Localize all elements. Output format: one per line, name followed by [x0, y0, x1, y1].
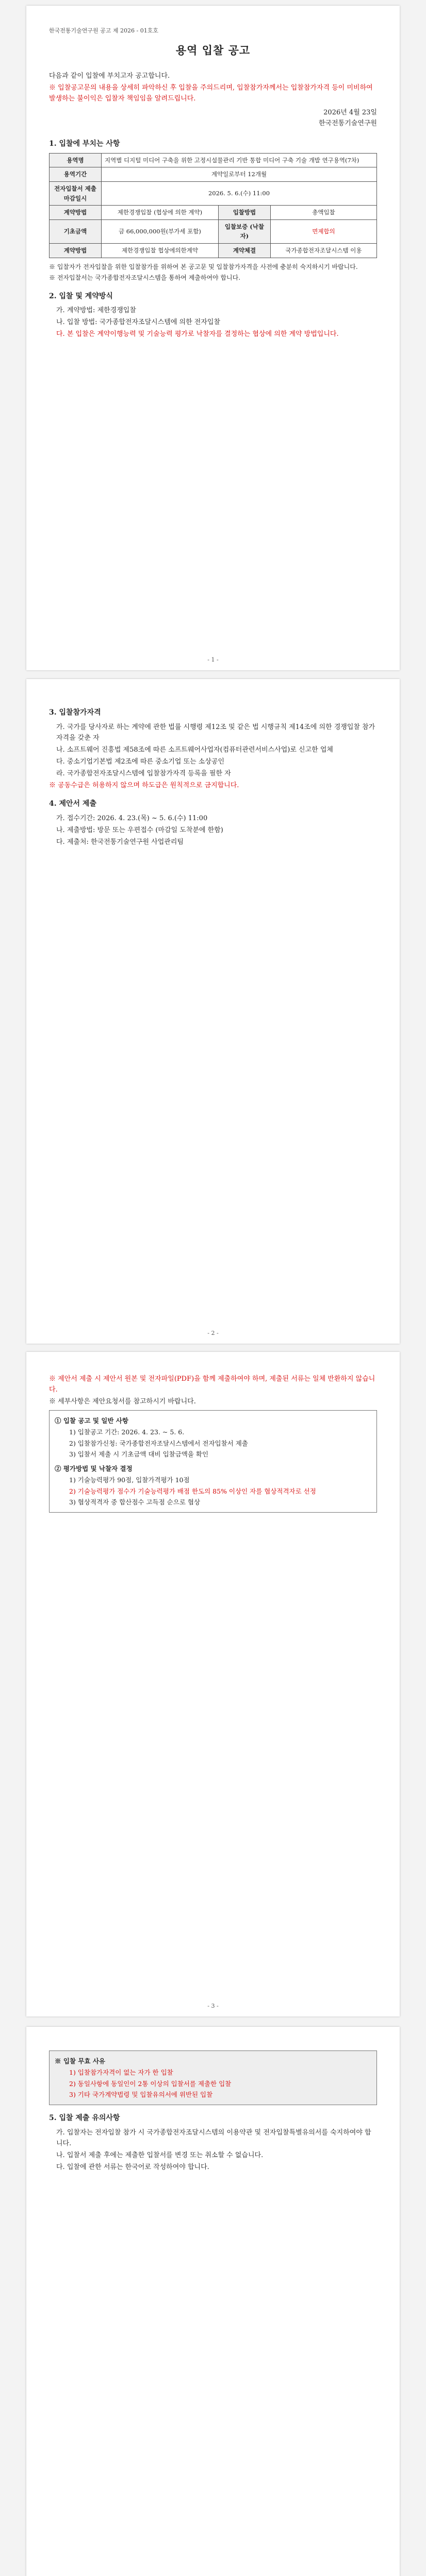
section-3-title: 3. 입찰참가자격: [49, 708, 101, 717]
table-cell: 총액입찰: [270, 206, 376, 220]
box-line: 3) 입찰서 제출 시 기초금액 대비 입찰금액을 확인: [69, 1450, 209, 1458]
section-3-warning: ※ 공동수급은 허용하지 않으며 하도급은 원칙적으로 금지합니다.: [49, 781, 239, 789]
table-header: 계약체결: [218, 244, 270, 258]
page-2-content: [49, 700, 377, 849]
box-line: 2) 기술능력평가 점수가 기술능력평가 배점 한도의 85% 이상인 자를 협상적격자로 선정: [69, 1487, 316, 1495]
box-line: 1) 입찰참가자격이 없는 자가 한 입찰: [69, 2069, 173, 2077]
page-number: - 2 -: [207, 1330, 219, 1336]
box-line: 2) 입찰참가신청: 국가종합전자조달시스템에서 전자입찰서 제출: [69, 1439, 248, 1447]
document-page-2: [26, 679, 400, 1344]
bid-info-table: [49, 153, 377, 258]
box-line: 1) 기술능력평가 90점, 입찰가격평가 10점: [69, 1476, 190, 1484]
page-3-content: [49, 1372, 377, 1516]
list-item: 다. 본 입찰은 계약이행능력 및 기술능력 평가로 낙찰자를 결정하는 협상에 의한 계약 방법입니다.: [56, 330, 339, 338]
box-title: ※ 입찰 무효 사유: [55, 2057, 106, 2065]
box-title: ① 입찰 공고 및 일반 사항: [55, 1417, 128, 1425]
document-page-4: [26, 2027, 400, 2576]
table-header: 전자입찰서 제출마감일시: [50, 181, 102, 205]
table-cell: 제한경쟁입찰 (협상에 의한 계약): [102, 206, 219, 220]
section-4-notice: ※ 세부사항은 제안요청서를 참고하시기 바랍니다.: [49, 1398, 196, 1406]
table-header: 용역명: [50, 153, 102, 167]
box-line: 2) 동일사항에 동일인이 2통 이상의 입찰서를 제출한 입찰: [69, 2079, 232, 2088]
list-item: 라. 국가종합전자조달시스템에 입찰참가자격 등록을 필한 자: [56, 769, 231, 777]
table-cell: 계약일로부터 12개월: [102, 167, 377, 182]
list-item: 나. 소프트웨어 진흥법 제58조에 따른 소프트웨어사업자(컴퓨터관련서비스사업)로 신고한 업체: [56, 745, 333, 754]
intro-text: 다음과 같이 입찰에 부치고자 공고합니다.: [49, 72, 170, 80]
list-item: 다. 입찰에 관한 서류는 한국어로 작성하여야 합니다.: [56, 2163, 209, 2171]
section-1-title: 1. 입찰에 부치는 사항: [49, 140, 120, 148]
list-item: 다. 제출처: 한국전통기술연구원 사업관리팀: [56, 838, 184, 846]
box-line: 3) 협상적격자 중 합산점수 고득점 순으로 협상: [69, 1498, 201, 1506]
box-title: ② 평가방법 및 낙찰자 결정: [55, 1465, 133, 1473]
table-header: 용역기간: [50, 167, 102, 182]
table-cell: 2026. 5. 6.(수) 11:00: [102, 181, 377, 205]
table-cell: 국가종합전자조달시스템 이용: [270, 244, 376, 258]
invalid-bid-box: [49, 2050, 377, 2105]
list-item: 나. 입찰서 제출 후에는 제출한 입찰서를 변경 또는 취소할 수 없습니다.: [56, 2151, 264, 2159]
table-header: 입찰방법: [218, 206, 270, 220]
document-page-1: [26, 6, 400, 670]
table-header: 입찰보증 (낙찰자): [218, 219, 270, 243]
list-item: 나. 입찰 방법: 국가종합전자조달시스템에 의한 전자입찰: [56, 318, 221, 327]
box-line: 1) 입찰공고 기간: 2026. 4. 23. ~ 5. 6.: [69, 1428, 185, 1436]
notice-date: 2026년 4월 23일: [323, 108, 377, 116]
evaluation-box: [49, 1410, 377, 1513]
section-4-title: 4. 제안서 제출: [49, 799, 96, 808]
table-cell: 금 66,000,000원(부가세 포함): [102, 219, 219, 243]
table-header: 계약방법: [50, 206, 102, 220]
section-1-note: ※ 전자입찰서는 국가종합전자조달시스템을 통하여 제출하여야 합니다.: [49, 274, 241, 282]
table-cell: 제한경쟁입찰 협상에의한계약: [102, 244, 219, 258]
notice-title: 용역 입찰 공고: [175, 43, 251, 57]
page-number: - 3 -: [207, 2003, 219, 2009]
section-2-title: 2. 입찰 및 계약방식: [49, 292, 113, 300]
page-number: - 1 -: [207, 656, 219, 663]
intro-warning: ※ 입찰공고문의 내용을 상세히 파악하신 후 입찰을 주의드리며, 입찰참가자께서는 입찰참가자격 등이 미비하여 발생하는 불이익은 입찰자 책임임을 알려드립니다.: [49, 83, 373, 103]
box-line: 3) 기타 국가계약법령 및 입찰유의서에 위반된 입찰: [69, 2090, 213, 2098]
table-cell: 지역별 디지털 미디어 구축을 위한 고정시설물관리 기반 통합 미디어 구축 기술 개발 연구용역(7차): [102, 153, 377, 167]
page-4-content: [49, 2047, 377, 2174]
list-item: 다. 중소기업기본법 제2조에 따른 중소기업 또는 소상공인: [56, 757, 225, 766]
section-1-note: ※ 입찰자가 전자입찰을 위한 입찰참가를 위하여 본 공고문 및 입찰참가자격을 사전에 충분히 숙지하시기 바랍니다.: [49, 263, 358, 270]
list-item: 가. 계약방법: 제한경쟁입찰: [56, 307, 136, 315]
table-header: 기초금액: [50, 219, 102, 243]
list-item: 가. 입찰자는 전자입찰 참가 시 국가종합전자조달시스템의 이용약관 및 전자입찰특별유의서를 숙지하여야 합니다.: [56, 2128, 371, 2147]
list-item: 나. 제출방법: 방문 또는 우편접수 (마감일 도착분에 한함): [56, 826, 223, 834]
document-page-3: [26, 1352, 400, 2016]
notice-org: 한국전통기술연구원: [318, 120, 377, 128]
notice-number: 한국전통기술연구원 공고 제 2026 - 01호호: [49, 27, 158, 34]
list-item: 가. 접수기간: 2026. 4. 23.(목) ~ 5. 6.(수) 11:00: [56, 814, 208, 822]
page-1-content: [49, 26, 377, 341]
section-4-warning: ※ 제안서 제출 시 제안서 원본 및 전자파일(PDF)을 함께 제출하여야 하며, 제출된 서류는 일체 반환하지 않습니다.: [49, 1375, 375, 1394]
table-header: 계약방법: [50, 244, 102, 258]
list-item: 가. 국가를 당사자로 하는 계약에 관한 법률 시행령 제12조 및 같은 법 시행규칙 제14조에 의한 경쟁입찰 참가자격을 갖춘 자: [56, 723, 375, 742]
table-cell: 면제합의: [270, 219, 376, 243]
section-5-title: 5. 입찰 제출 유의사항: [49, 2114, 120, 2122]
